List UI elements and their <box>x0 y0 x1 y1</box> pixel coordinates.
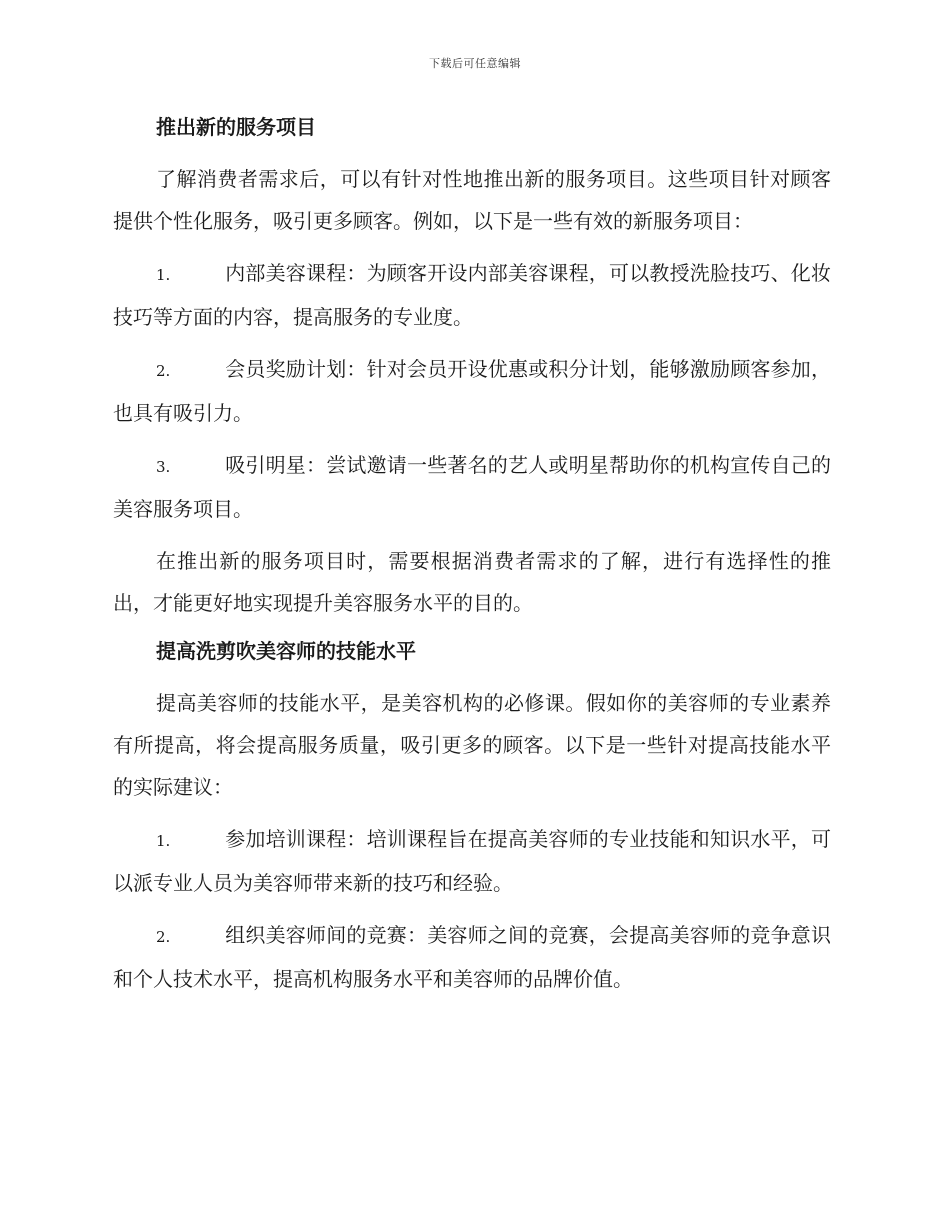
section-closing-paragraph: 在推出新的服务项目时，需要根据消费者需求的了解，进行有选择性的推出，才能更好地实现提升美容服务水平的目的。 <box>113 549 831 615</box>
section-intro-paragraph: 提高美容师的技能水平，是美容机构的必修课。假如你的美容师的专业素养有所提高，将会提高服务质量，吸引更多的顾客。以下是一些针对提高技能水平的实际建议： <box>113 691 831 799</box>
section-heading-skills: 提高洗剪吹美容师的技能水平 <box>156 639 416 663</box>
list-item <box>113 818 831 904</box>
list-item-text: 组织美容师间的竞赛：美容师之间的竞赛，会提高美容师的竞争意识和个人技术水平，提高机构服务水平和美容师的品牌价值。 <box>113 923 831 991</box>
list-item-text: 会员奖励计划：针对会员开设优惠或积分计划，能够激励顾客参加，也具有吸引力。 <box>113 357 831 425</box>
list-item-text: 内部美容课程：为顾客开设内部美容课程，可以教授洗脸技巧、化妆技巧等方面的内容，提高服务的专业度。 <box>113 261 831 329</box>
list-item-text: 吸引明星：尝试邀请一些著名的艺人或明星帮助你的机构宣传自己的美容服务项目。 <box>113 453 831 521</box>
list-item <box>113 252 831 338</box>
section-heading-new-services: 推出新的服务项目 <box>156 115 316 139</box>
list-item <box>113 914 831 1000</box>
list-item-number: 2. <box>156 362 171 380</box>
list-item <box>113 444 831 530</box>
page-header-note: 下载后可任意编辑 <box>429 57 521 70</box>
list-item-text: 参加培训课程：培训课程旨在提高美容师的专业技能和知识水平，可以派专业人员为美容师带来新的技巧和经验。 <box>113 827 831 895</box>
list-item-number: 1. <box>156 832 171 850</box>
list-item <box>113 348 831 434</box>
section-intro-paragraph: 了解消费者需求后，可以有针对性地推出新的服务项目。这些项目针对顾客提供个性化服务，吸引更多顾客。例如，以下是一些有效的新服务项目： <box>113 167 831 233</box>
list-item-number: 3. <box>156 458 171 476</box>
list-item-number: 1. <box>156 266 171 284</box>
list-item-number: 2. <box>156 928 171 946</box>
document-body <box>113 110 831 1010</box>
